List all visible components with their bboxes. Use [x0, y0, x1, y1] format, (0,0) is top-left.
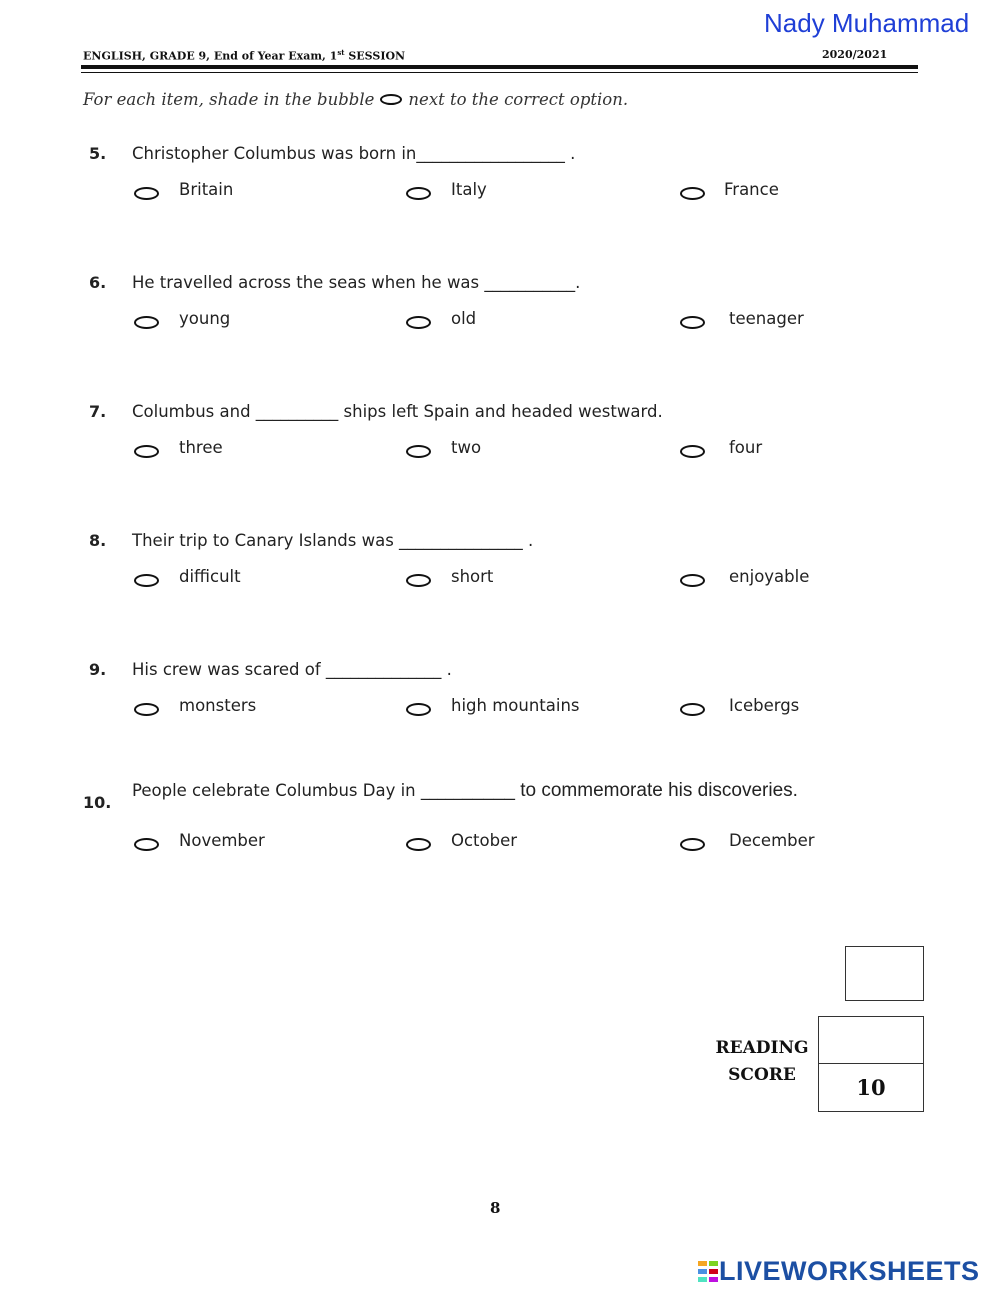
- answer-bubble[interactable]: [680, 445, 705, 458]
- option-label: enjoyable: [729, 567, 810, 586]
- header-rule-thin: [81, 72, 918, 73]
- option-label: monsters: [179, 696, 257, 715]
- option-label: Britain: [179, 180, 234, 199]
- question-number: 5.: [89, 144, 107, 163]
- question-number: 8.: [89, 531, 107, 550]
- logo-text: LIVEWORKSHEETS: [719, 1256, 980, 1286]
- answer-bubble[interactable]: [680, 838, 705, 851]
- question-number: 9.: [89, 660, 107, 679]
- question-number: 7.: [89, 402, 107, 421]
- page-number: 8: [490, 1199, 501, 1217]
- question-text: Columbus and __________ ships left Spain and headed westward.: [132, 402, 663, 421]
- school-year: 2020/2021: [822, 48, 888, 61]
- question-text: Christopher Columbus was born in__________________ .: [132, 144, 576, 163]
- answer-bubble[interactable]: [680, 574, 705, 587]
- option-label: four: [729, 438, 763, 457]
- answer-bubble[interactable]: [406, 316, 431, 329]
- answer-bubble[interactable]: [134, 187, 159, 200]
- answer-bubble[interactable]: [680, 187, 705, 200]
- answer-bubble[interactable]: [680, 703, 705, 716]
- score-input-box[interactable]: [818, 1016, 924, 1064]
- option-label: short: [451, 567, 494, 586]
- score-extra-box[interactable]: [845, 946, 924, 1001]
- option-label: Italy: [451, 180, 487, 199]
- question-text: His crew was scared of ______________ .: [132, 660, 452, 679]
- question-text: He travelled across the seas when he was ___________.: [132, 273, 581, 292]
- option-label: difficult: [179, 567, 241, 586]
- answer-bubble[interactable]: [134, 703, 159, 716]
- option-label: young: [179, 309, 231, 328]
- answer-bubble[interactable]: [406, 187, 431, 200]
- exam-title: ENGLISH, GRADE 9, End of Year Exam, 1st SESSION: [83, 48, 406, 63]
- option-label: teenager: [729, 309, 804, 328]
- question-number: 10.: [83, 793, 112, 812]
- option-label: Icebergs: [729, 696, 800, 715]
- question-number: 6.: [89, 273, 107, 292]
- question-text: Their trip to Canary Islands was _______________ .: [132, 531, 534, 550]
- instructions: For each item, shade in the bubble next to the correct option.: [83, 90, 629, 109]
- answer-bubble[interactable]: [134, 574, 159, 587]
- liveworksheets-logo: [697, 1256, 980, 1286]
- option-label: October: [451, 831, 518, 850]
- option-label: December: [729, 831, 815, 850]
- option-label: two: [451, 438, 482, 457]
- logo-grid-icon: [697, 1260, 719, 1284]
- answer-bubble[interactable]: [406, 838, 431, 851]
- author-name: Nady Muhammad: [764, 8, 970, 38]
- answer-bubble[interactable]: [406, 574, 431, 587]
- bubble-icon: [380, 94, 402, 105]
- answer-bubble[interactable]: [134, 838, 159, 851]
- answer-bubble[interactable]: [134, 316, 159, 329]
- option-label: France: [724, 180, 779, 199]
- header-rule: [81, 65, 918, 69]
- question-text: People celebrate Columbus Day in __________ to commemorate his discoveries.: [132, 780, 798, 801]
- option-label: old: [451, 309, 477, 328]
- option-label: high mountains: [451, 696, 580, 715]
- score-label: READING SCORE: [715, 1038, 809, 1085]
- option-label: November: [179, 831, 265, 850]
- answer-bubble[interactable]: [680, 316, 705, 329]
- answer-bubble[interactable]: [134, 445, 159, 458]
- score-max: 10: [818, 1063, 924, 1112]
- answer-bubble[interactable]: [406, 445, 431, 458]
- answer-bubble[interactable]: [406, 703, 431, 716]
- option-label: three: [179, 438, 223, 457]
